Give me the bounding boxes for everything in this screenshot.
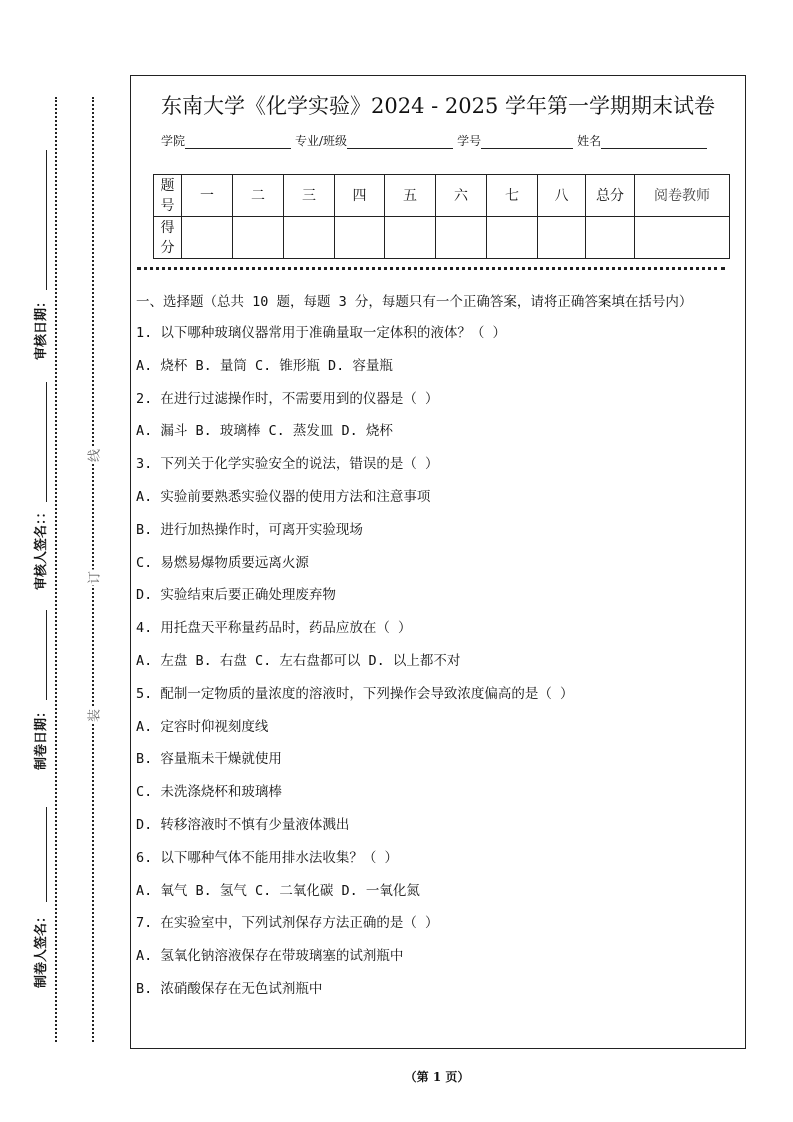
- column-header: 三: [284, 175, 335, 217]
- answer-option: A. 氧气 B. 氢气 C. 二氧化碳 D. 一氧化氮: [136, 882, 420, 899]
- answer-option: D. 转移溶液时不慎有少量液体溅出: [136, 816, 350, 833]
- column-header: 总分: [586, 175, 635, 217]
- column-header: 七: [487, 175, 538, 217]
- name-label: 姓名: [577, 134, 602, 148]
- review-date-line[interactable]: [46, 150, 47, 290]
- student-id-label: 学号: [457, 134, 482, 148]
- review-date-label: 审核日期：: [34, 294, 49, 360]
- answer-option: A. 实验前要熟悉实验仪器的使用方法和注意事项: [136, 488, 431, 505]
- question-stem: 3. 下列关于化学实验安全的说法，错误的是（ ）: [136, 456, 439, 473]
- question-stem: 7. 在实验室中，下列试剂保存方法正确的是（ ）: [136, 915, 439, 932]
- answer-option: B. 进行加热操作时，可离开实验现场: [136, 521, 363, 538]
- question-stem: 6. 以下哪种气体不能用排水法收集？（ ）: [136, 849, 399, 866]
- column-header: 二: [233, 175, 284, 217]
- binding-mark-xian: 线: [84, 448, 103, 464]
- reviewer-signature-label: 审核人签名：：: [34, 505, 49, 590]
- score-cell[interactable]: [487, 217, 538, 259]
- score-cell[interactable]: [182, 217, 233, 259]
- score-cell[interactable]: [586, 217, 635, 259]
- column-header: 阅卷教师: [635, 175, 730, 217]
- student-info-row: [161, 132, 711, 149]
- margin-signature-strip: [28, 90, 52, 1050]
- row-label-question: 题号: [154, 175, 182, 217]
- answer-option: A. 烧杯 B. 量筒 C. 锥形瓶 D. 容量瓶: [136, 357, 393, 374]
- question-stem: 2. 在进行过滤操作时，不需要用到的仪器是（ ）: [136, 390, 439, 407]
- score-cell[interactable]: [385, 217, 436, 259]
- binding-mark-ding: 订: [84, 570, 103, 586]
- exam-frame: [130, 75, 746, 1049]
- page-number: （第 1 页）: [404, 1070, 470, 1084]
- column-header: 八: [538, 175, 586, 217]
- answer-option: D. 实验结束后要正确处理废弃物: [136, 587, 336, 604]
- column-header: 五: [385, 175, 436, 217]
- score-cell[interactable]: [635, 217, 730, 259]
- answer-option: A. 氢氧化钠溶液保存在带玻璃塞的试剂瓶中: [136, 948, 404, 965]
- table-row: [154, 175, 730, 217]
- student-id-field[interactable]: [481, 134, 573, 149]
- score-cell[interactable]: [538, 217, 586, 259]
- name-field[interactable]: [601, 134, 707, 149]
- score-cell[interactable]: [335, 217, 385, 259]
- answer-option: B. 容量瓶未干燥就使用: [136, 751, 282, 768]
- answer-option: A. 漏斗 B. 玻璃棒 C. 蒸发皿 D. 烧杯: [136, 423, 393, 440]
- table-row: [154, 217, 730, 259]
- question-stem: 4. 用托盘天平称量药品时，药品应放在（ ）: [136, 620, 412, 637]
- column-header: 四: [335, 175, 385, 217]
- reviewer-signature-line[interactable]: [46, 382, 47, 502]
- score-cell[interactable]: [284, 217, 335, 259]
- answer-option: C. 易燃易爆物质要远离火源: [136, 554, 309, 571]
- preparer-signature-line[interactable]: [46, 807, 47, 902]
- answer-option: C. 未洗涤烧杯和玻璃棒: [136, 784, 282, 801]
- question-stem: 1. 以下哪种玻璃仪器常用于准确量取一定体积的液体？（ ）: [136, 325, 507, 341]
- column-header: 六: [436, 175, 487, 217]
- question-section: [136, 291, 736, 1011]
- score-cell[interactable]: [436, 217, 487, 259]
- dotted-separator: [137, 267, 725, 270]
- binding-mark-zhuang: 装: [84, 708, 103, 724]
- college-field[interactable]: [185, 134, 291, 149]
- preparer-signature-label: 制卷人签名：: [34, 909, 49, 988]
- score-table: [153, 174, 730, 259]
- question-stem: 5. 配制一定物质的量浓度的溶液时，下列操作会导致浓度偏高的是（ ）: [136, 685, 574, 702]
- college-label: 学院: [161, 134, 186, 148]
- preparation-date-line[interactable]: [46, 610, 47, 700]
- answer-option: A. 左盘 B. 右盘 C. 左右盘都可以 D. 以上都不对: [136, 652, 461, 669]
- exam-title: 东南大学《化学实验》2024 - 2025 学年第一学期期末试卷: [160, 94, 715, 118]
- section-heading: 一、选择题（总共 10 题，每题 3 分，每题只有一个正确答案，请将正确答案填在括号内）: [136, 294, 693, 310]
- major-class-field[interactable]: [347, 134, 453, 149]
- preparation-date-label: 制卷日期：: [34, 704, 49, 770]
- column-header: 一: [182, 175, 233, 217]
- score-cell[interactable]: [233, 217, 284, 259]
- binding-dotted-line-outer: [55, 97, 57, 1042]
- answer-option: A. 定容时仰视刻度线: [136, 718, 269, 735]
- major-class-label: 专业/班级: [295, 134, 348, 148]
- row-label-score: 得分: [154, 217, 182, 259]
- answer-option: B. 浓硝酸保存在无色试剂瓶中: [136, 980, 323, 997]
